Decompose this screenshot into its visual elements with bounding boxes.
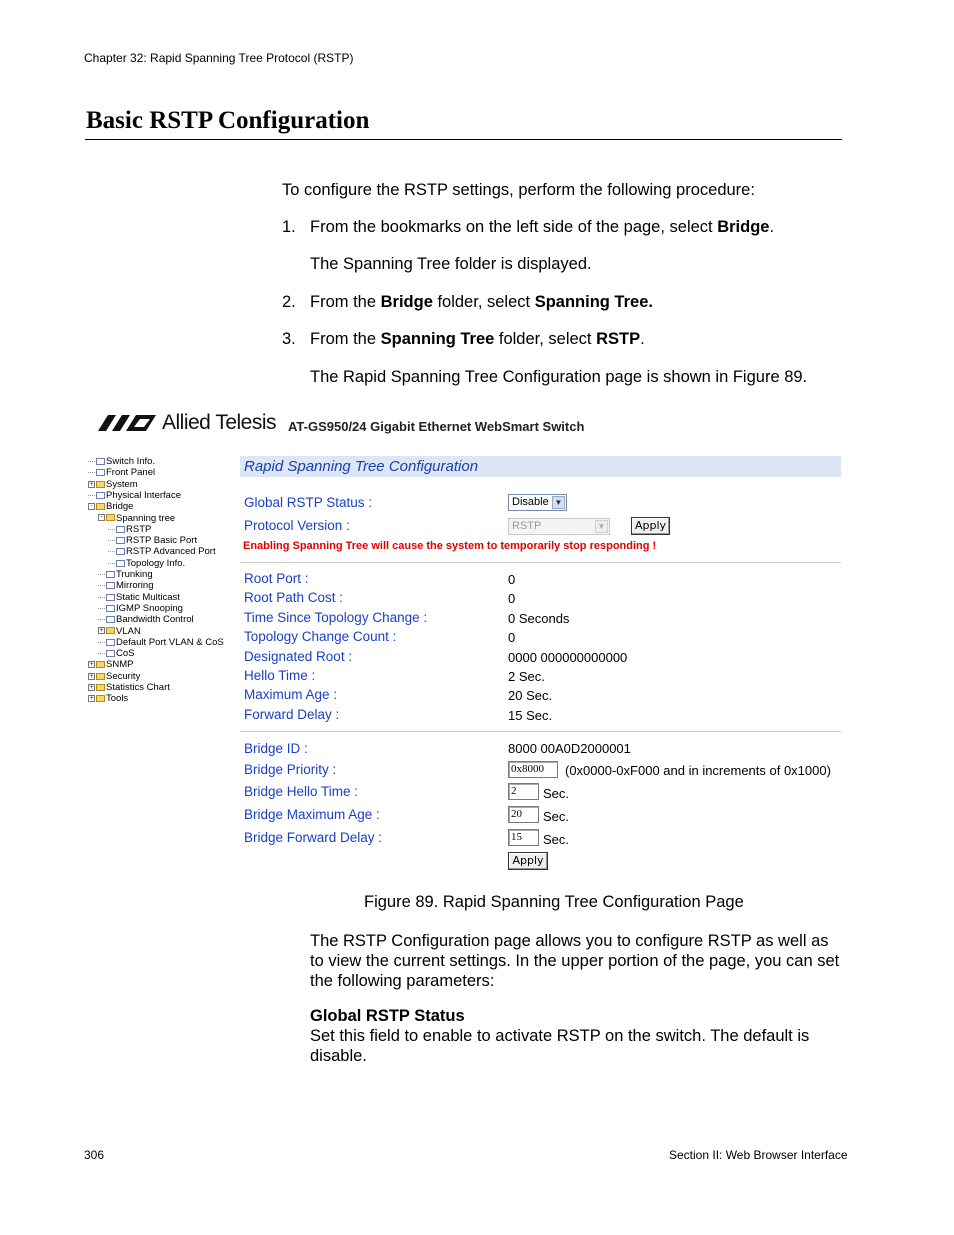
nav-tree-label: Switch Info. [106, 456, 156, 467]
bridge-max-age-label: Bridge Maximum Age : [244, 807, 380, 822]
nav-tree-label: Static Multicast [116, 591, 180, 603]
separator [240, 562, 841, 563]
tree-line-icon [88, 495, 95, 496]
global-status-label: Global RSTP Status : [244, 495, 373, 510]
status-value: 0 [508, 591, 516, 607]
status-value: 20 Sec. [508, 688, 553, 704]
bridge-id-value: 8000 00A0D2000001 [508, 741, 631, 756]
nav-tree-label: Default Port VLAN & CoS [116, 636, 224, 648]
tree-line-icon [98, 642, 105, 643]
nav-tree-item[interactable] [88, 659, 133, 670]
nav-tree-item[interactable] [88, 671, 140, 682]
step-1-text: From the bookmarks on the left side of the page, select Bridge. [310, 218, 775, 236]
nav-tree-label: Front Panel [106, 467, 156, 479]
protocol-version-label: Protocol Version : [244, 518, 350, 533]
step-1-note: The Spanning Tree folder is displayed. [310, 255, 592, 273]
chevron-down-icon: ▼ [595, 520, 608, 533]
warning-text: Enabling Spanning Tree will cause the system to temporarily stop responding ! [243, 540, 657, 552]
nav-tree-label: Topology Info. [126, 557, 186, 569]
nav-tree-item[interactable] [108, 524, 151, 535]
description-paragraph: The RSTP Configuration page allows you to configure RSTP as well as to view the current settings. In the upper portion of the page, you can set the following parameters: [310, 932, 840, 990]
bridge-fwd-delay-label: Bridge Forward Delay : [244, 830, 383, 845]
nav-tree-label: IGMP Snooping [116, 602, 183, 614]
tree-line-icon [108, 551, 115, 552]
bridge-max-age-input[interactable]: 20 [508, 806, 539, 823]
folder-icon [96, 503, 105, 510]
step-3-text: From the Spanning Tree folder, select RSTP. [310, 330, 645, 348]
nav-tree-label: Security [106, 670, 141, 682]
apply-bridge-button[interactable]: Apply [508, 852, 548, 870]
folder-icon [106, 514, 115, 521]
status-value: 0 [508, 572, 516, 587]
status-value: 0 [508, 630, 516, 646]
tree-line-icon [88, 461, 95, 462]
chapter-header: Chapter 32: Rapid Spanning Tree Protocol (RSTP) [84, 51, 354, 65]
bridge-hello-input[interactable]: 2 [508, 783, 539, 800]
tree-line-icon [98, 653, 105, 654]
tree-line-icon [98, 597, 105, 598]
step-number: 3. [282, 330, 296, 348]
expand-icon[interactable]: + [89, 695, 94, 703]
page-icon [106, 639, 115, 646]
nav-tree-item[interactable] [98, 569, 153, 580]
global-status-value: Disable [512, 496, 549, 508]
status-label: Hello Time : [244, 668, 316, 683]
page-icon [96, 458, 105, 465]
page-icon [106, 605, 115, 612]
page-icon [106, 582, 115, 589]
status-label: Designated Root : [244, 648, 353, 664]
nav-tree-label: Statistics Chart [106, 682, 170, 693]
expand-icon[interactable]: + [89, 661, 94, 669]
status-value: 0000 000000000000 [508, 649, 628, 665]
page-icon [106, 616, 115, 623]
nav-tree-item[interactable] [88, 682, 170, 693]
status-label: Topology Change Count : [244, 629, 397, 645]
tree-line-icon [88, 472, 95, 473]
nav-tree-item[interactable] [98, 592, 180, 603]
bridge-fwd-delay-input[interactable]: 15 [508, 829, 539, 846]
nav-tree-item[interactable] [98, 614, 194, 625]
nav-tree-label: RSTP [126, 523, 152, 535]
expand-icon[interactable]: + [99, 627, 104, 635]
folder-icon [106, 627, 115, 634]
page-icon [116, 526, 125, 533]
step-2-text: From the Bridge folder, select Spanning Tree. [310, 293, 653, 311]
step-3-note: The Rapid Spanning Tree Configuration page is shown in Figure 89. [310, 368, 808, 386]
nav-tree-item[interactable] [88, 467, 155, 478]
global-status-select[interactable] [508, 494, 567, 511]
protocol-version-select[interactable] [508, 518, 610, 535]
nav-tree-label: System [106, 478, 138, 490]
status-value: 2 Sec. [508, 669, 545, 684]
nav-tree-item[interactable] [98, 626, 141, 637]
nav-tree-label: VLAN [116, 625, 141, 637]
section-heading: Global RSTP Status [310, 1007, 465, 1025]
bridge-priority-hint: (0x0000-0xF000 and in increments of 0x1000) [565, 763, 831, 778]
title-rule [85, 139, 842, 140]
bridge-hello-unit: Sec. [543, 786, 570, 801]
tree-line-icon [108, 529, 115, 530]
figure-caption: Figure 89. Rapid Spanning Tree Configuration Page [364, 893, 744, 911]
page-icon [116, 537, 125, 544]
page-icon [96, 469, 105, 476]
separator [240, 731, 841, 732]
protocol-version-value: RSTP [512, 520, 542, 532]
nav-tree-item[interactable] [88, 490, 181, 501]
nav-tree-label: RSTP Basic Port [126, 535, 198, 547]
page-icon [106, 650, 115, 657]
product-name: AT-GS950/24 Gigabit Ethernet WebSmart Switch [288, 419, 585, 434]
status-value: 0 Seconds [508, 610, 570, 626]
collapse-icon[interactable]: - [88, 503, 95, 510]
nav-tree-label: Trunking [116, 569, 153, 580]
nav-tree-item[interactable] [88, 479, 138, 490]
nav-tree-label: Spanning tree [116, 512, 176, 524]
allied-telesis-logo-icon [98, 414, 158, 432]
chevron-down-icon: ▼ [552, 496, 565, 509]
nav-tree-label: Physical Interface [106, 489, 181, 501]
expand-icon[interactable]: + [89, 672, 94, 680]
status-label: Root Path Cost : [244, 590, 344, 606]
nav-tree-label: RSTP Advanced Port [126, 546, 216, 558]
nav-tree-item[interactable] [88, 501, 133, 512]
folder-icon [96, 695, 105, 702]
page-icon [106, 594, 115, 601]
page-title: Basic RSTP Configuration [86, 107, 370, 134]
expand-icon[interactable]: + [89, 683, 94, 691]
folder-icon [96, 673, 105, 680]
nav-tree-label: Tools [106, 693, 129, 705]
tree-line-icon [98, 608, 105, 609]
tree-line-icon [98, 619, 105, 620]
bridge-max-age-unit: Sec. [543, 809, 570, 824]
tree-line-icon [108, 563, 115, 564]
folder-icon [96, 661, 105, 668]
nav-tree-item[interactable] [88, 456, 155, 467]
folder-icon [96, 684, 105, 691]
bridge-hello-label: Bridge Hello Time : [244, 784, 359, 799]
panel-title: Rapid Spanning Tree Configuration [240, 456, 841, 477]
tree-line-icon [98, 585, 105, 586]
expand-icon[interactable]: + [89, 480, 94, 488]
brand-name: Allied Telesis [162, 411, 277, 434]
status-value: 15 Sec. [508, 707, 553, 723]
page-number: 306 [84, 1148, 105, 1162]
step-number: 2. [282, 293, 296, 311]
nav-tree-item[interactable] [108, 535, 197, 546]
bridge-priority-input[interactable]: 0x8000 [508, 761, 558, 778]
section-body: Set this field to enable to activate RSTP on the switch. The default is disable. [310, 1027, 810, 1065]
nav-tree-item[interactable] [98, 603, 183, 614]
bridge-fwd-delay-unit: Sec. [543, 832, 570, 847]
nav-tree-label: Bandwidth Control [116, 614, 194, 626]
nav-tree-label: Mirroring [116, 580, 154, 592]
page-icon [106, 571, 115, 578]
page-icon [96, 492, 105, 499]
bridge-id-label: Bridge ID : [244, 741, 308, 756]
folder-icon [96, 481, 105, 488]
nav-tree-item[interactable] [98, 513, 175, 524]
tree-line-icon [98, 574, 105, 575]
nav-tree-item[interactable] [108, 558, 185, 569]
intro-text: To configure the RSTP settings, perform the following procedure: [282, 181, 755, 199]
nav-tree-label: SNMP [106, 659, 134, 671]
status-label: Time Since Topology Change : [244, 609, 428, 625]
nav-tree-item[interactable] [108, 546, 216, 557]
nav-tree-label: CoS [116, 648, 135, 660]
status-label: Root Port : [244, 571, 309, 586]
page-icon [116, 548, 125, 555]
collapse-icon[interactable]: - [98, 514, 105, 521]
step-number: 1. [282, 218, 296, 236]
page-icon [116, 560, 125, 567]
footer-section: Section II: Web Browser Interface [669, 1148, 848, 1162]
nav-tree-item[interactable] [98, 637, 224, 648]
nav-tree-label: Bridge [106, 501, 134, 513]
status-label: Maximum Age : [244, 687, 338, 703]
tree-line-icon [108, 540, 115, 541]
nav-tree-item[interactable] [98, 580, 153, 591]
status-label: Forward Delay : [244, 706, 340, 722]
bridge-priority-label: Bridge Priority : [244, 762, 337, 777]
apply-button[interactable]: Apply [631, 517, 670, 535]
nav-tree-item[interactable] [98, 648, 134, 659]
nav-tree-item[interactable] [88, 693, 128, 704]
